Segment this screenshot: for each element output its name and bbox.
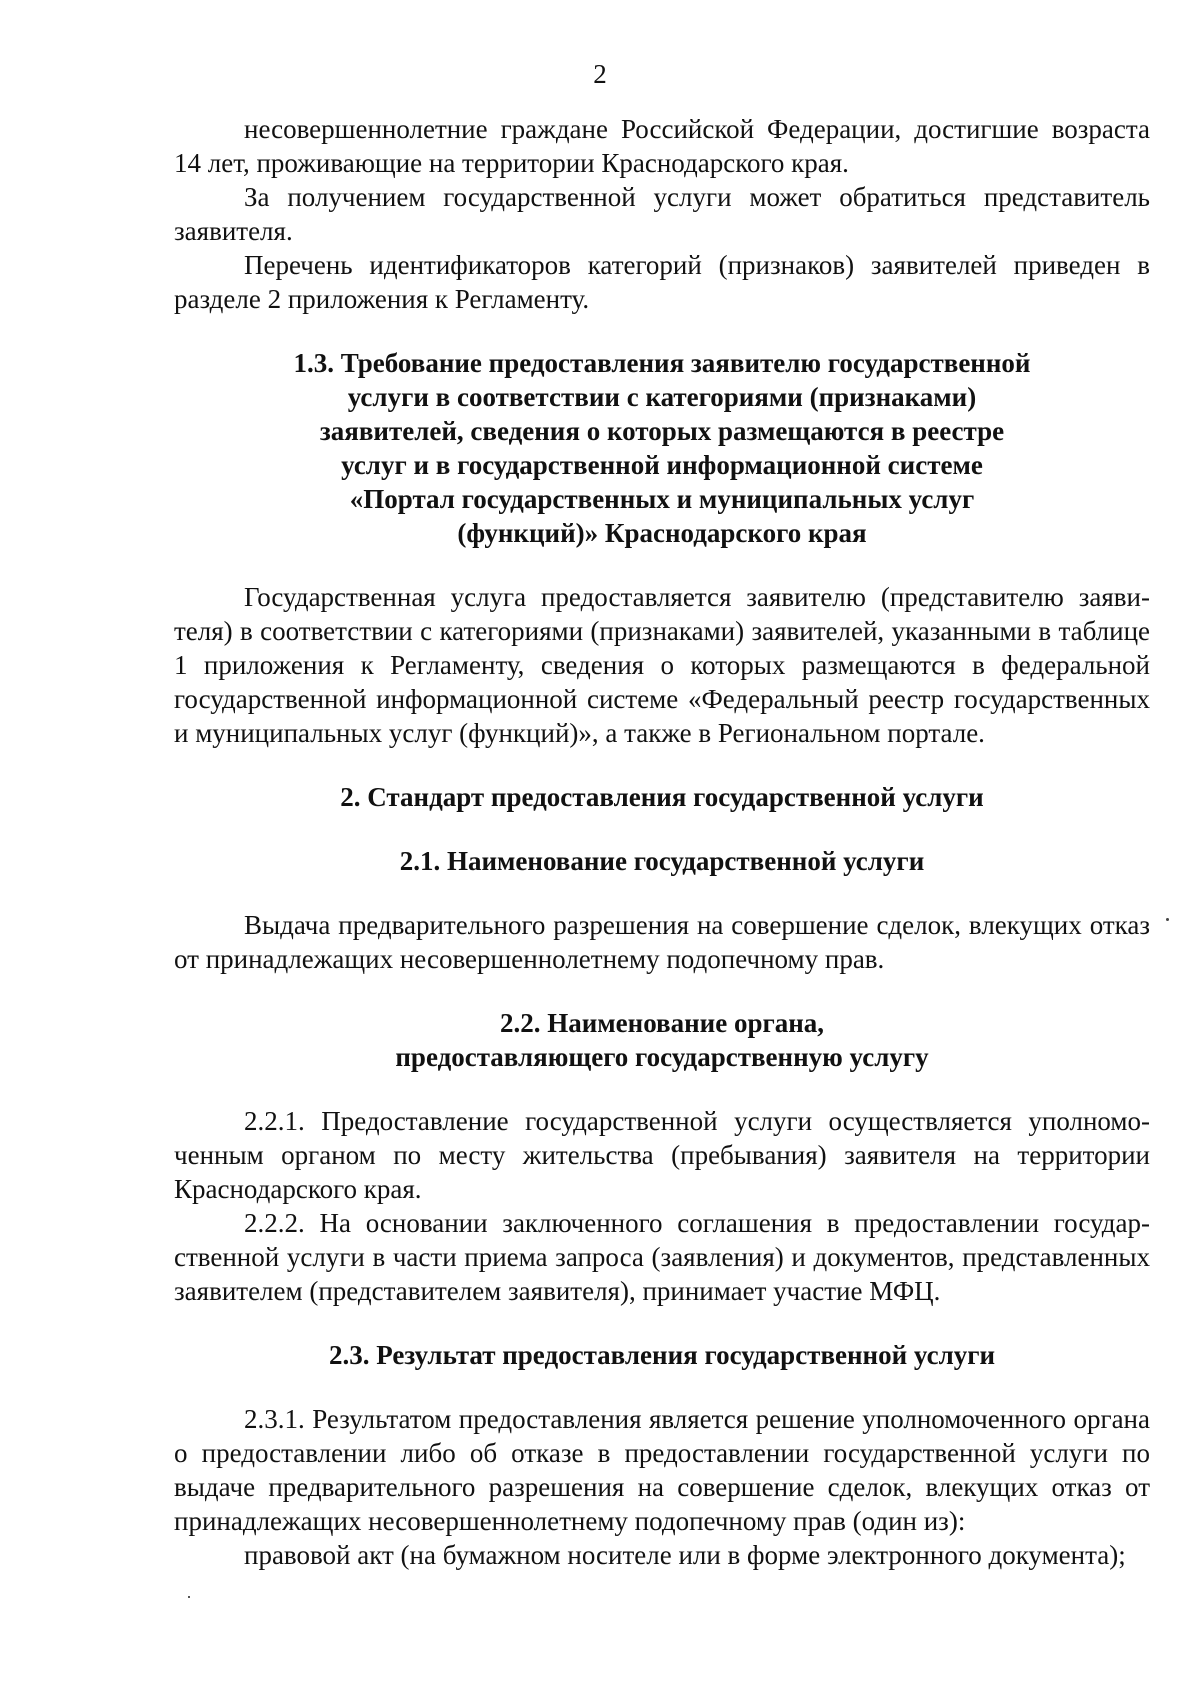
- paragraph-2-3-1: 2.3.1. Результатом предоставления является решение уполномоченного органа о предоставлении либо об отказе в предоставлении государственной услуги по выдаче предварительного разрешения на совершение сделок, влекущих отказ от принадлежащих несовершеннолетнему подопечному прав (один из):: [174, 1404, 1150, 1536]
- paragraph-identifiers: Перечень идентификаторов категорий (признаков) заявителей приведен в разделе 2 приложения к Регламенту.: [174, 250, 1150, 314]
- heading-2-1: 2.1. Наименование государственной услуги: [399, 846, 925, 876]
- heading-line: (функций)» Краснодарского края: [457, 518, 867, 548]
- scan-speck: [188, 1596, 190, 1598]
- heading-line: услуги в соответствии с категориями (признаками): [347, 382, 977, 412]
- heading-line: заявителей, сведения о которых размещаются в реестре: [319, 416, 1005, 446]
- heading-line: услуг и в государственной информационной системе: [341, 450, 983, 480]
- heading-line: предоставляющего государственную услугу: [395, 1042, 929, 1072]
- page-number: 2: [593, 59, 607, 89]
- heading-2: 2. Стандарт предоставления государственной услуги: [340, 782, 984, 812]
- heading-1-3: [174, 346, 1150, 550]
- heading-line: «Портал государственных и муниципальных услуг: [349, 484, 975, 514]
- paragraph-2-2-2: 2.2.2. На основании заключенного соглашения в предоставлении государственной услуги в части приема запроса (заявления) и документов, представленных заявителем (представителем заявителя), принимает участие МФЦ.: [174, 1208, 1150, 1306]
- heading-line: 1.3. Требование предоставления заявителю государственной: [293, 348, 1031, 378]
- scan-speck: [1166, 918, 1169, 921]
- document-body: [174, 112, 1150, 1572]
- paragraph-representative: За получением государственной услуги может обратиться представитель заявителя.: [174, 182, 1150, 246]
- heading-line: 2.2. Наименование органа,: [499, 1008, 825, 1038]
- paragraph-service-provision: Государственная услуга предоставляется заявителю (представителю заявителя) в соответствии с категориями (признаками) заявителей, указанными в таблице 1 приложения к Регламенту, сведения о которых размещаются в федеральной государственной информационной системе «Федеральный реестр государственных и муниципальных услуг (функций)», а также в Региональном портале.: [174, 582, 1150, 748]
- paragraph-applicants: несовершеннолетние граждане Российской Федерации, достигшие возраста 14 лет, проживающие на территории Краснодарского края.: [174, 114, 1150, 178]
- paragraph-legal-act: правовой акт (на бумажном носителе или в форме электронного документа);: [244, 1540, 1126, 1570]
- paragraph-service-name: Выдача предварительного разрешения на совершение сделок, влекущих отказ от принадлежащих несовершеннолетнему подопечному прав.: [174, 910, 1150, 974]
- heading-2-2: [174, 1006, 1150, 1074]
- heading-2-3: 2.3. Результат предоставления государственной услуги: [328, 1340, 996, 1370]
- paragraph-2-2-1: 2.2.1. Предоставление государственной услуги осуществляется уполномоченным органом по месту жительства (пребывания) заявителя на территории Краснодарского края.: [174, 1106, 1150, 1204]
